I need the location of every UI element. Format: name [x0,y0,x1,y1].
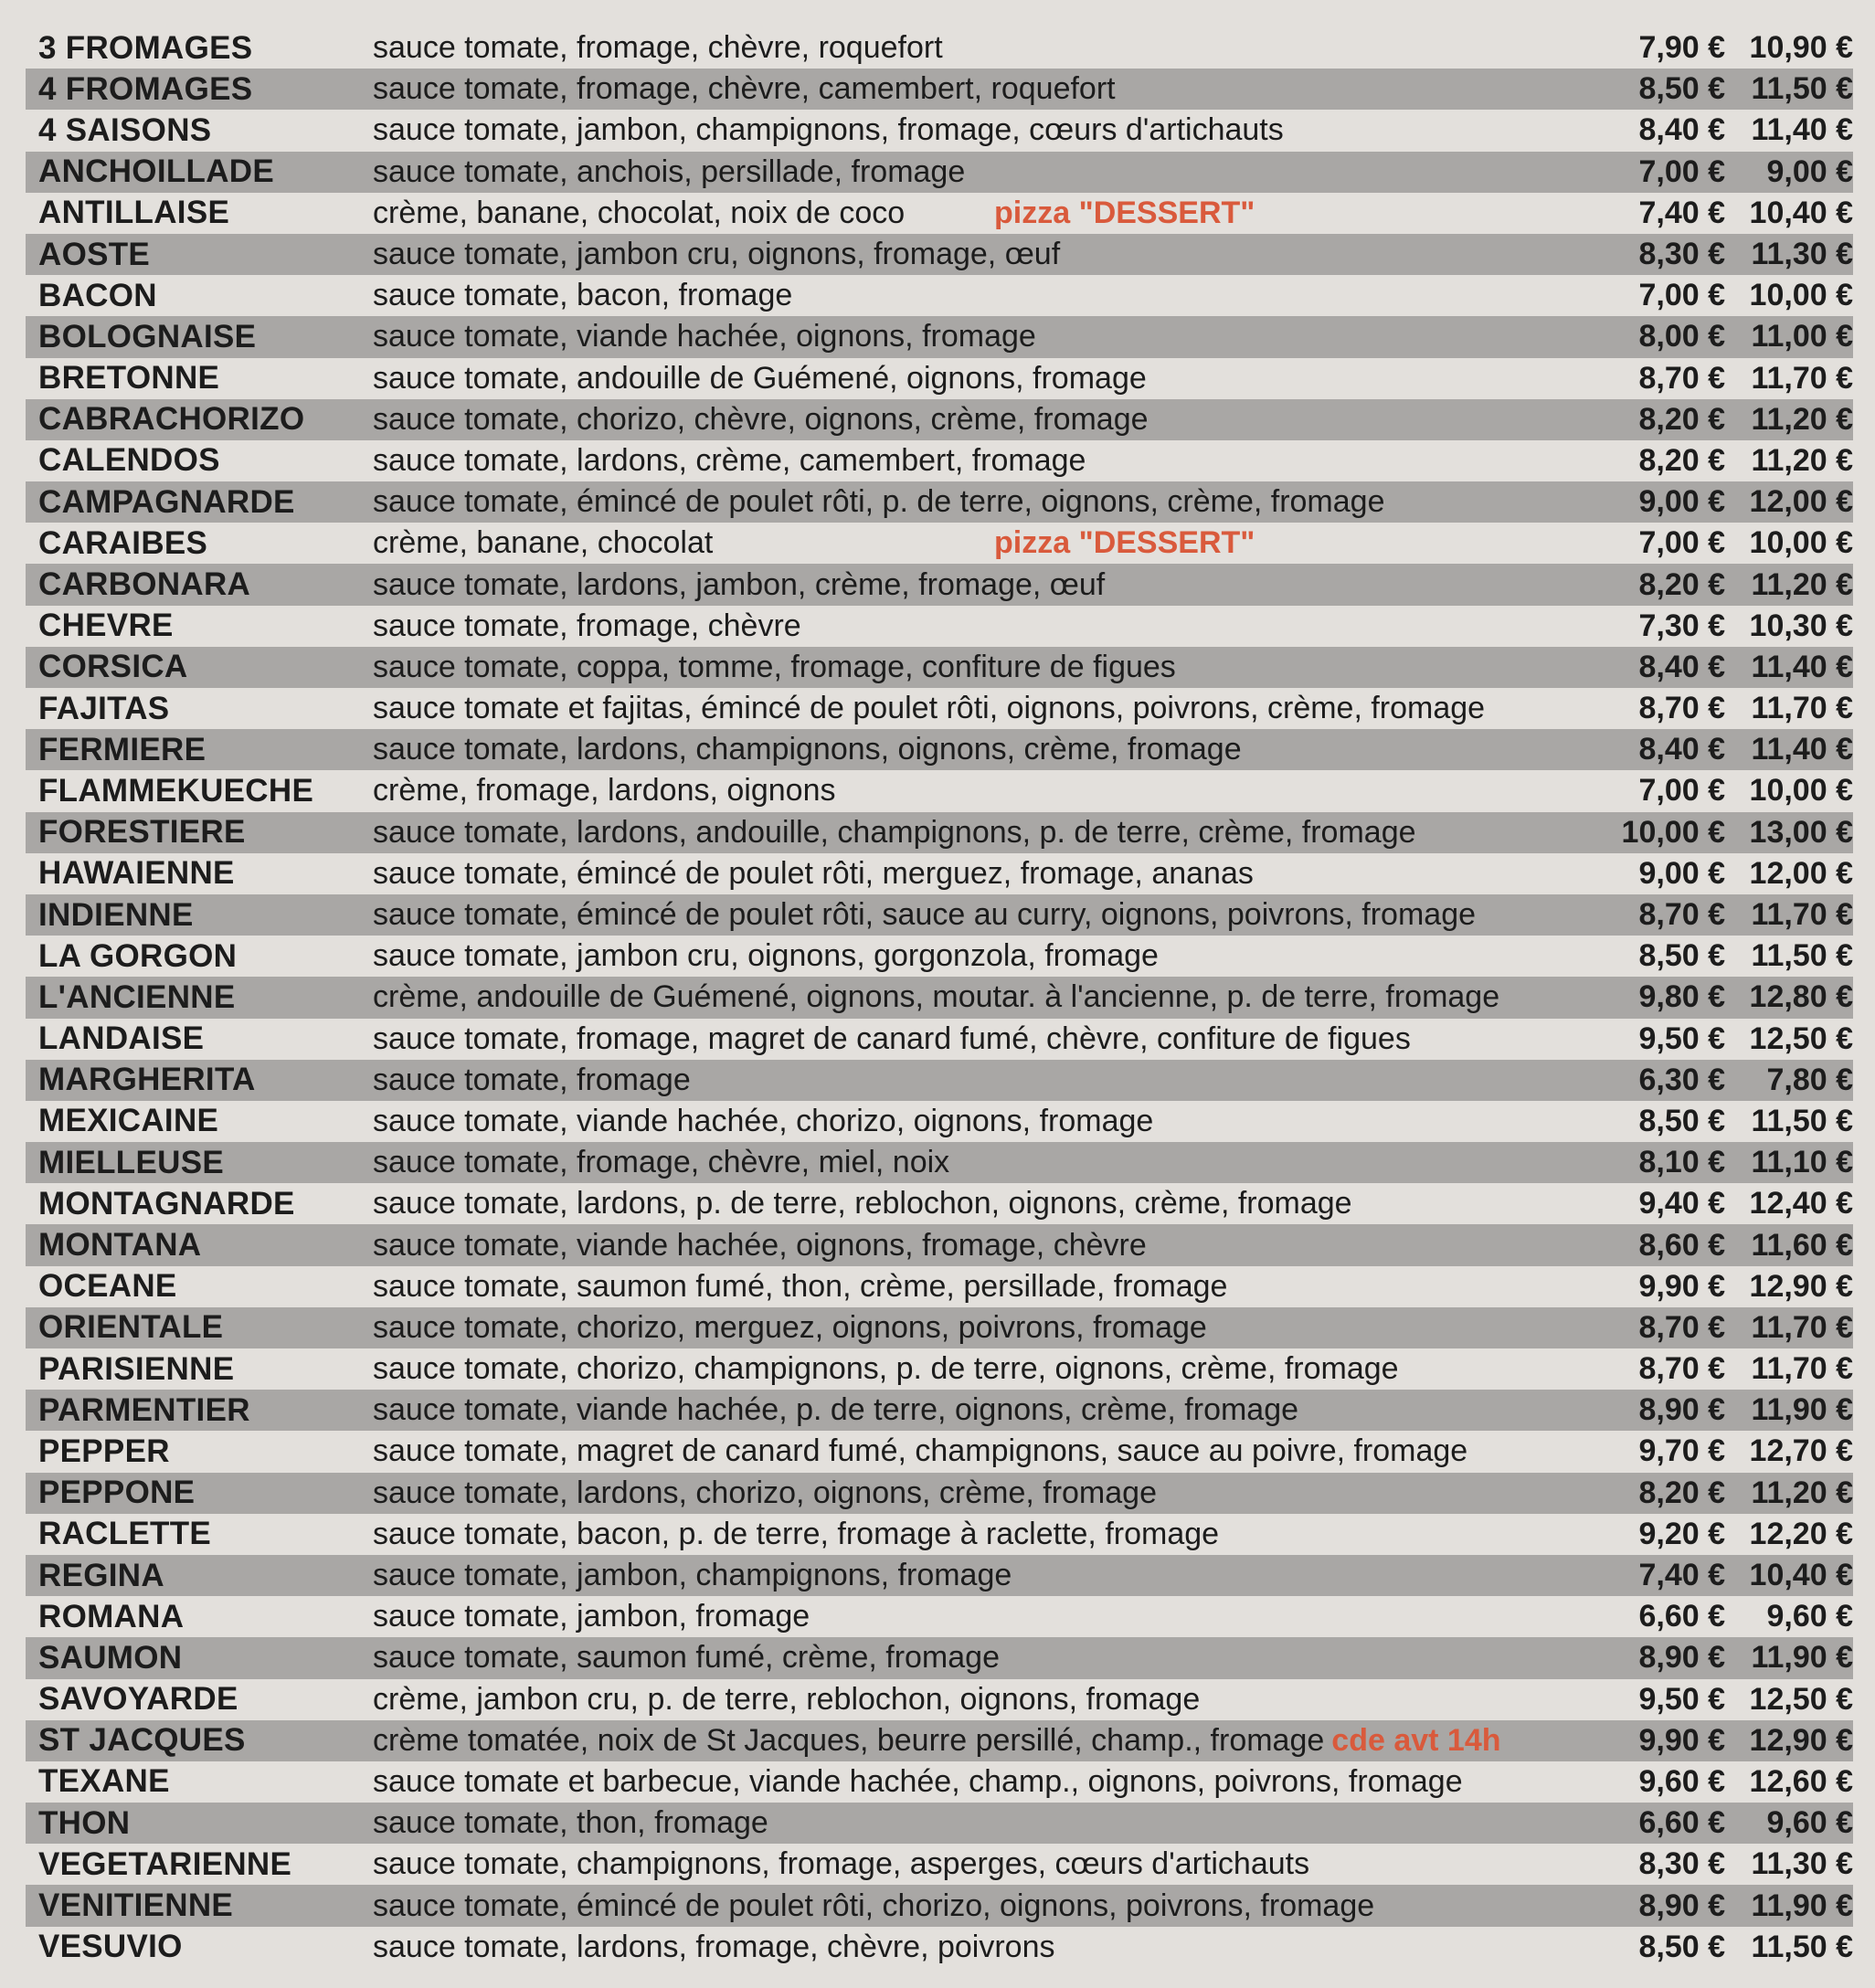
price-small: 7,40 € [1638,195,1725,230]
price-large: 11,00 € [1751,319,1853,354]
pizza-name: 4 FROMAGES [38,70,253,107]
pizza-ingredients [373,71,1597,107]
pizza-name: CORSICA [38,649,188,685]
ingredients-text: sauce tomate, lardons, champignons, oignons, crème, fromage [373,732,1242,767]
pizza-name: OCEANE [38,1268,177,1305]
price-large: 9,00 € [1766,153,1853,189]
ingredients-text: sauce tomate, saumon fumé, thon, crème, persillade, fromage [373,1268,1228,1304]
price-large: 11,10 € [1751,1145,1853,1180]
ingredients-text: sauce tomate, anchois, persillade, fromage [373,153,966,189]
pizza-ingredients [373,1228,1597,1264]
price-large: 10,00 € [1749,773,1853,809]
price-large: 10,00 € [1749,278,1853,313]
pizza-name: THON [38,1804,131,1841]
price-large: 11,90 € [1751,1640,1853,1676]
ingredients-text: sauce tomate, fromage, chèvre [373,608,801,643]
price-small: 8,70 € [1638,691,1725,726]
menu-row [26,152,1853,193]
pizza-ingredients [373,484,1597,520]
menu-row [26,1266,1853,1307]
pizza-ingredients [373,30,1597,66]
pizza-name: FLAMMEKUECHE [38,772,314,809]
menu-row [26,27,1853,69]
ingredients-text: sauce tomate, chorizo, champignons, p. de terre, oignons, crème, fromage [373,1351,1399,1387]
pizza-name: LA GORGON [38,937,238,974]
pizza-ingredients [373,608,1597,644]
pizza-name: SAUMON [38,1639,183,1676]
pizza-ingredients [373,1888,1597,1924]
price-small: 7,00 € [1638,153,1725,189]
pizza-ingredients [373,1764,1597,1800]
pizza-name: SAVOYARDE [38,1681,238,1718]
price-large: 12,90 € [1749,1722,1853,1758]
ingredients-text: crème, jambon cru, p. de terre, reblochon, oignons, fromage [373,1681,1201,1717]
pizza-name: BRETONNE [38,360,220,397]
menu-row [26,1720,1853,1761]
ingredients-text: sauce tomate, bacon, p. de terre, fromage à raclette, fromage [373,1516,1220,1551]
pizza-ingredients [373,773,1597,809]
price-small: 7,00 € [1638,278,1725,313]
price-small: 7,00 € [1638,773,1725,809]
pizza-name: BACON [38,277,157,313]
price-small: 7,30 € [1638,608,1725,643]
menu-row [26,1803,1853,1844]
price-large: 13,00 € [1749,814,1853,850]
menu-row [26,1431,1853,1472]
menu-row [26,1307,1853,1348]
ingredients-text: sauce tomate, chorizo, chèvre, oignons, crème, fromage [373,401,1149,437]
price-large: 12,00 € [1749,484,1853,520]
pizza-name: VESUVIO [38,1929,183,1965]
price-small: 8,70 € [1638,360,1725,396]
pizza-name: VENITIENNE [38,1888,234,1924]
price-large: 11,40 € [1751,649,1853,684]
pizza-note: pizza "DESSERT" [994,525,1255,561]
price-small: 8,90 € [1638,1640,1725,1676]
pizza-ingredients [373,1269,1597,1305]
ingredients-text: crème, andouille de Guémené, oignons, moutar. à l'ancienne, p. de terre, fromage [373,979,1500,1015]
price-large: 10,00 € [1749,525,1853,561]
pizza-ingredients [373,1846,1597,1882]
ingredients-text: sauce tomate, lardons, crème, camembert, fromage [373,442,1086,478]
price-small: 8,40 € [1638,732,1725,767]
price-small: 10,00 € [1621,814,1725,850]
pizza-ingredients [373,525,1597,561]
ingredients-text: sauce tomate, jambon cru, oignons, fromage, œuf [373,237,1061,272]
ingredients-text: sauce tomate, chorizo, merguez, oignons, poivrons, fromage [373,1309,1207,1345]
pizza-menu-list [26,27,1853,1968]
ingredients-text: sauce tomate, viande hachée, oignons, fromage [373,319,1036,354]
price-large: 11,40 € [1751,732,1853,767]
price-small: 9,60 € [1638,1763,1725,1799]
price-large: 12,00 € [1749,855,1853,891]
pizza-note: pizza "DESSERT" [994,195,1255,230]
pizza-ingredients [373,938,1597,974]
price-small: 6,30 € [1638,1062,1725,1097]
price-small: 8,50 € [1638,1103,1725,1138]
pizza-ingredients [373,1723,1597,1759]
price-small: 8,10 € [1638,1145,1725,1180]
price-large: 11,30 € [1751,237,1853,272]
price-large: 11,50 € [1751,938,1853,974]
price-large: 10,90 € [1749,30,1853,66]
pizza-ingredients [373,1599,1597,1634]
menu-row [26,1555,1853,1596]
menu-row [26,853,1853,894]
pizza-ingredients [373,1433,1597,1469]
price-small: 8,30 € [1638,237,1725,272]
price-large: 11,60 € [1751,1227,1853,1263]
menu-row [26,1019,1853,1060]
pizza-name: RACLETTE [38,1516,212,1552]
price-small: 9,00 € [1638,855,1725,891]
ingredients-text: sauce tomate et fajitas, émincé de poulet rôti, oignons, poivrons, crème, fromage [373,691,1486,726]
ingredients-text: crème, banane, chocolat [373,525,714,561]
price-small: 6,60 € [1638,1805,1725,1841]
pizza-ingredients [373,1021,1597,1057]
price-small: 9,70 € [1638,1433,1725,1469]
ingredients-text: sauce tomate, émincé de poulet rôti, sauce au curry, oignons, poivrons, fromage [373,897,1477,933]
menu-row [26,564,1853,605]
ingredients-text: sauce tomate, jambon, fromage [373,1599,810,1634]
menu-row [26,977,1853,1018]
ingredients-text: sauce tomate, saumon fumé, crème, fromage [373,1640,1000,1676]
ingredients-text: sauce tomate, fromage [373,1062,691,1097]
menu-row [26,69,1853,110]
ingredients-text: sauce tomate, andouille de Guémené, oignons, fromage [373,360,1147,396]
price-large: 12,50 € [1749,1020,1853,1056]
pizza-ingredients [373,979,1597,1015]
pizza-name: ANTILLAISE [38,195,230,231]
price-small: 9,40 € [1638,1186,1725,1221]
ingredients-text: sauce tomate, fromage, chèvre, miel, noix [373,1145,950,1180]
pizza-name: 3 FROMAGES [38,29,253,66]
pizza-ingredients [373,567,1597,603]
ingredients-text: sauce tomate, magret de canard fumé, champignons, sauce au poivre, fromage [373,1433,1468,1469]
price-small: 9,00 € [1638,484,1725,520]
ingredients-text: sauce tomate, lardons, andouille, champignons, p. de terre, crème, fromage [373,814,1416,850]
pizza-ingredients [373,1186,1597,1221]
pizza-ingredients [373,361,1597,397]
pizza-name: FAJITAS [38,690,170,726]
ingredients-text: sauce tomate, fromage, chèvre, camembert, roquefort [373,71,1116,107]
ingredients-text: sauce tomate, viande hachée, oignons, fromage, chèvre [373,1227,1147,1263]
price-large: 11,50 € [1751,1929,1853,1964]
pizza-name: REGINA [38,1557,164,1593]
pizza-name: CALENDOS [38,442,220,479]
menu-row [26,1885,1853,1926]
menu-row [26,1927,1853,1968]
menu-row [26,1224,1853,1265]
pizza-ingredients [373,1310,1597,1346]
price-large: 9,60 € [1766,1599,1853,1634]
ingredients-text: sauce tomate, lardons, chorizo, oignons, crème, fromage [373,1475,1157,1510]
price-large: 12,80 € [1749,979,1853,1015]
menu-row [26,1348,1853,1390]
menu-row [26,523,1853,564]
menu-row [26,193,1853,234]
menu-row [26,936,1853,977]
price-large: 11,20 € [1751,1475,1853,1510]
pizza-ingredients [373,691,1597,726]
pizza-name: PARISIENNE [38,1350,235,1387]
price-large: 12,50 € [1749,1681,1853,1717]
pizza-name: LANDAISE [38,1020,205,1057]
pizza-ingredients [373,856,1597,892]
ingredients-text: sauce tomate, lardons, p. de terre, reblochon, oignons, crème, fromage [373,1186,1352,1221]
pizza-name: ROMANA [38,1598,185,1634]
price-large: 12,90 € [1749,1268,1853,1304]
ingredients-text: sauce tomate, lardons, fromage, chèvre, poivrons [373,1929,1055,1964]
pizza-note: cde avt 14h [1331,1722,1501,1758]
menu-row [26,234,1853,275]
price-large: 7,80 € [1766,1062,1853,1097]
pizza-name: BOLOGNAISE [38,318,257,354]
price-large: 11,90 € [1751,1392,1853,1428]
pizza-name: MONTANA [38,1227,202,1264]
menu-row [26,1390,1853,1431]
pizza-ingredients [373,732,1597,767]
pizza-name: ST JACQUES [38,1722,246,1759]
menu-row [26,1101,1853,1142]
price-small: 8,40 € [1638,112,1725,148]
ingredients-text: sauce tomate, thon, fromage [373,1805,768,1841]
price-large: 11,30 € [1751,1846,1853,1882]
ingredients-text: sauce tomate, viande hachée, p. de terre, oignons, crème, fromage [373,1392,1299,1428]
price-small: 8,20 € [1638,442,1725,478]
pizza-name: CARAIBES [38,524,208,561]
menu-row [26,1514,1853,1555]
menu-row [26,275,1853,316]
price-small: 6,60 € [1638,1599,1725,1634]
pizza-name: MIELLEUSE [38,1144,224,1180]
pizza-name: MARGHERITA [38,1062,256,1098]
pizza-name: CABRACHORIZO [38,401,305,438]
pizza-name: FERMIERE [38,731,207,767]
price-small: 8,40 € [1638,649,1725,684]
menu-row [26,316,1853,357]
price-large: 10,40 € [1749,195,1853,230]
price-small: 8,00 € [1638,319,1725,354]
pizza-name: ANCHOILLADE [38,153,275,190]
menu-row [26,1761,1853,1803]
ingredients-text: sauce tomate, jambon, champignons, fromage, cœurs d'artichauts [373,112,1284,148]
pizza-name: VEGETARIENNE [38,1845,292,1882]
pizza-ingredients [373,402,1597,438]
price-large: 11,90 € [1751,1888,1853,1923]
price-large: 9,60 € [1766,1805,1853,1841]
ingredients-text: sauce tomate, fromage, magret de canard fumé, chèvre, confiture de figues [373,1020,1411,1056]
pizza-ingredients [373,1475,1597,1511]
ingredients-text: sauce tomate, viande hachée, chorizo, oignons, fromage [373,1103,1154,1138]
pizza-ingredients [373,897,1597,933]
pizza-name: INDIENNE [38,896,194,933]
pizza-ingredients [373,443,1597,479]
pizza-ingredients [373,1640,1597,1676]
pizza-name: AOSTE [38,236,151,272]
menu-row [26,1596,1853,1637]
price-small: 7,00 € [1638,525,1725,561]
ingredients-text: crème, banane, chocolat, noix de coco [373,195,906,230]
ingredients-text: crème tomatée, noix de St Jacques, beurre persillé, champ., fromage [373,1722,1325,1758]
pizza-ingredients [373,112,1597,148]
ingredients-text: sauce tomate, jambon cru, oignons, gorgonzola, fromage [373,938,1159,974]
price-large: 11,70 € [1751,360,1853,396]
pizza-ingredients [373,1063,1597,1098]
pizza-ingredients [373,1682,1597,1718]
price-small: 8,70 € [1638,897,1725,933]
menu-row [26,110,1853,151]
pizza-name: HAWAIENNE [38,855,235,892]
price-large: 11,70 € [1751,1351,1853,1387]
pizza-name: PEPPONE [38,1475,196,1511]
menu-row [26,1844,1853,1885]
ingredients-text: sauce tomate, coppa, tomme, fromage, confiture de figues [373,649,1176,684]
ingredients-text: sauce tomate, bacon, fromage [373,278,793,313]
price-small: 9,80 € [1638,979,1725,1015]
pizza-ingredients [373,196,1597,231]
price-large: 11,50 € [1751,71,1853,107]
pizza-ingredients [373,1351,1597,1387]
price-small: 8,20 € [1638,1475,1725,1510]
pizza-name: ORIENTALE [38,1309,224,1346]
pizza-name: TEXANE [38,1763,170,1800]
pizza-ingredients [373,154,1597,190]
price-small: 7,90 € [1638,30,1725,66]
price-large: 12,70 € [1749,1433,1853,1469]
menu-row [26,1473,1853,1514]
price-small: 9,90 € [1638,1722,1725,1758]
price-large: 11,20 € [1751,442,1853,478]
ingredients-text: sauce tomate, émincé de poulet rôti, merguez, fromage, ananas [373,855,1254,891]
price-small: 8,90 € [1638,1888,1725,1923]
pizza-name: MEXICAINE [38,1103,219,1139]
price-small: 8,90 € [1638,1392,1725,1428]
pizza-ingredients [373,815,1597,851]
menu-row [26,647,1853,688]
ingredients-text: crème, fromage, lardons, oignons [373,773,836,809]
price-small: 8,70 € [1638,1309,1725,1345]
price-small: 8,20 € [1638,401,1725,437]
price-large: 12,20 € [1749,1516,1853,1551]
menu-row [26,440,1853,481]
price-large: 11,40 € [1751,112,1853,148]
pizza-name: FORESTIERE [38,814,246,851]
menu-row [26,812,1853,853]
pizza-name: MONTAGNARDE [38,1185,295,1221]
pizza-name: 4 SAISONS [38,111,212,148]
price-large: 11,70 € [1751,897,1853,933]
pizza-ingredients [373,237,1597,272]
menu-row [26,606,1853,647]
price-small: 8,30 € [1638,1846,1725,1882]
price-small: 8,60 € [1638,1227,1725,1263]
price-small: 8,50 € [1638,71,1725,107]
price-small: 8,70 € [1638,1351,1725,1387]
ingredients-text: sauce tomate, fromage, chèvre, roquefort [373,30,943,66]
pizza-ingredients [373,319,1597,354]
price-small: 7,40 € [1638,1558,1725,1593]
pizza-name: PEPPER [38,1433,170,1469]
menu-row [26,358,1853,399]
price-large: 11,20 € [1751,401,1853,437]
price-large: 11,20 € [1751,566,1853,602]
menu-row [26,1142,1853,1183]
price-small: 9,90 € [1638,1268,1725,1304]
ingredients-text: sauce tomate, jambon, champignons, fromage [373,1558,1012,1593]
pizza-ingredients [373,1392,1597,1428]
pizza-ingredients [373,650,1597,685]
menu-row [26,729,1853,770]
menu-row [26,770,1853,811]
menu-row [26,1183,1853,1224]
price-small: 9,50 € [1638,1681,1725,1717]
menu-row [26,1679,1853,1720]
price-large: 11,70 € [1751,691,1853,726]
price-small: 8,20 € [1638,566,1725,602]
pizza-name: CAMPAGNARDE [38,483,295,520]
menu-row [26,1060,1853,1101]
ingredients-text: sauce tomate, champignons, fromage, asperges, cœurs d'artichauts [373,1846,1310,1882]
price-small: 9,50 € [1638,1020,1725,1056]
ingredients-text: sauce tomate, émincé de poulet rôti, p. de terre, oignons, crème, fromage [373,484,1385,520]
price-large: 12,60 € [1749,1763,1853,1799]
ingredients-text: sauce tomate, émincé de poulet rôti, chorizo, oignons, poivrons, fromage [373,1888,1375,1923]
price-small: 9,20 € [1638,1516,1725,1551]
pizza-ingredients [373,1930,1597,1965]
menu-row [26,688,1853,729]
menu-row [26,894,1853,936]
pizza-ingredients [373,1558,1597,1593]
price-large: 10,30 € [1749,608,1853,643]
ingredients-text: sauce tomate, lardons, jambon, crème, fromage, œuf [373,566,1106,602]
pizza-name: CARBONARA [38,566,251,603]
pizza-ingredients [373,1145,1597,1180]
pizza-name: L'ANCIENNE [38,978,236,1015]
price-large: 11,70 € [1751,1309,1853,1345]
pizza-ingredients [373,1517,1597,1552]
price-large: 10,40 € [1749,1558,1853,1593]
menu-row [26,399,1853,440]
price-large: 11,50 € [1751,1103,1853,1138]
pizza-ingredients [373,1104,1597,1139]
price-small: 8,50 € [1638,1929,1725,1964]
price-large: 12,40 € [1749,1186,1853,1221]
pizza-ingredients [373,278,1597,313]
pizza-name: CHEVRE [38,608,174,644]
menu-row [26,1637,1853,1678]
pizza-ingredients [373,1805,1597,1841]
menu-row [26,481,1853,523]
ingredients-text: sauce tomate et barbecue, viande hachée, champ., oignons, poivrons, fromage [373,1763,1463,1799]
pizza-name: PARMENTIER [38,1391,250,1428]
price-small: 8,50 € [1638,938,1725,974]
